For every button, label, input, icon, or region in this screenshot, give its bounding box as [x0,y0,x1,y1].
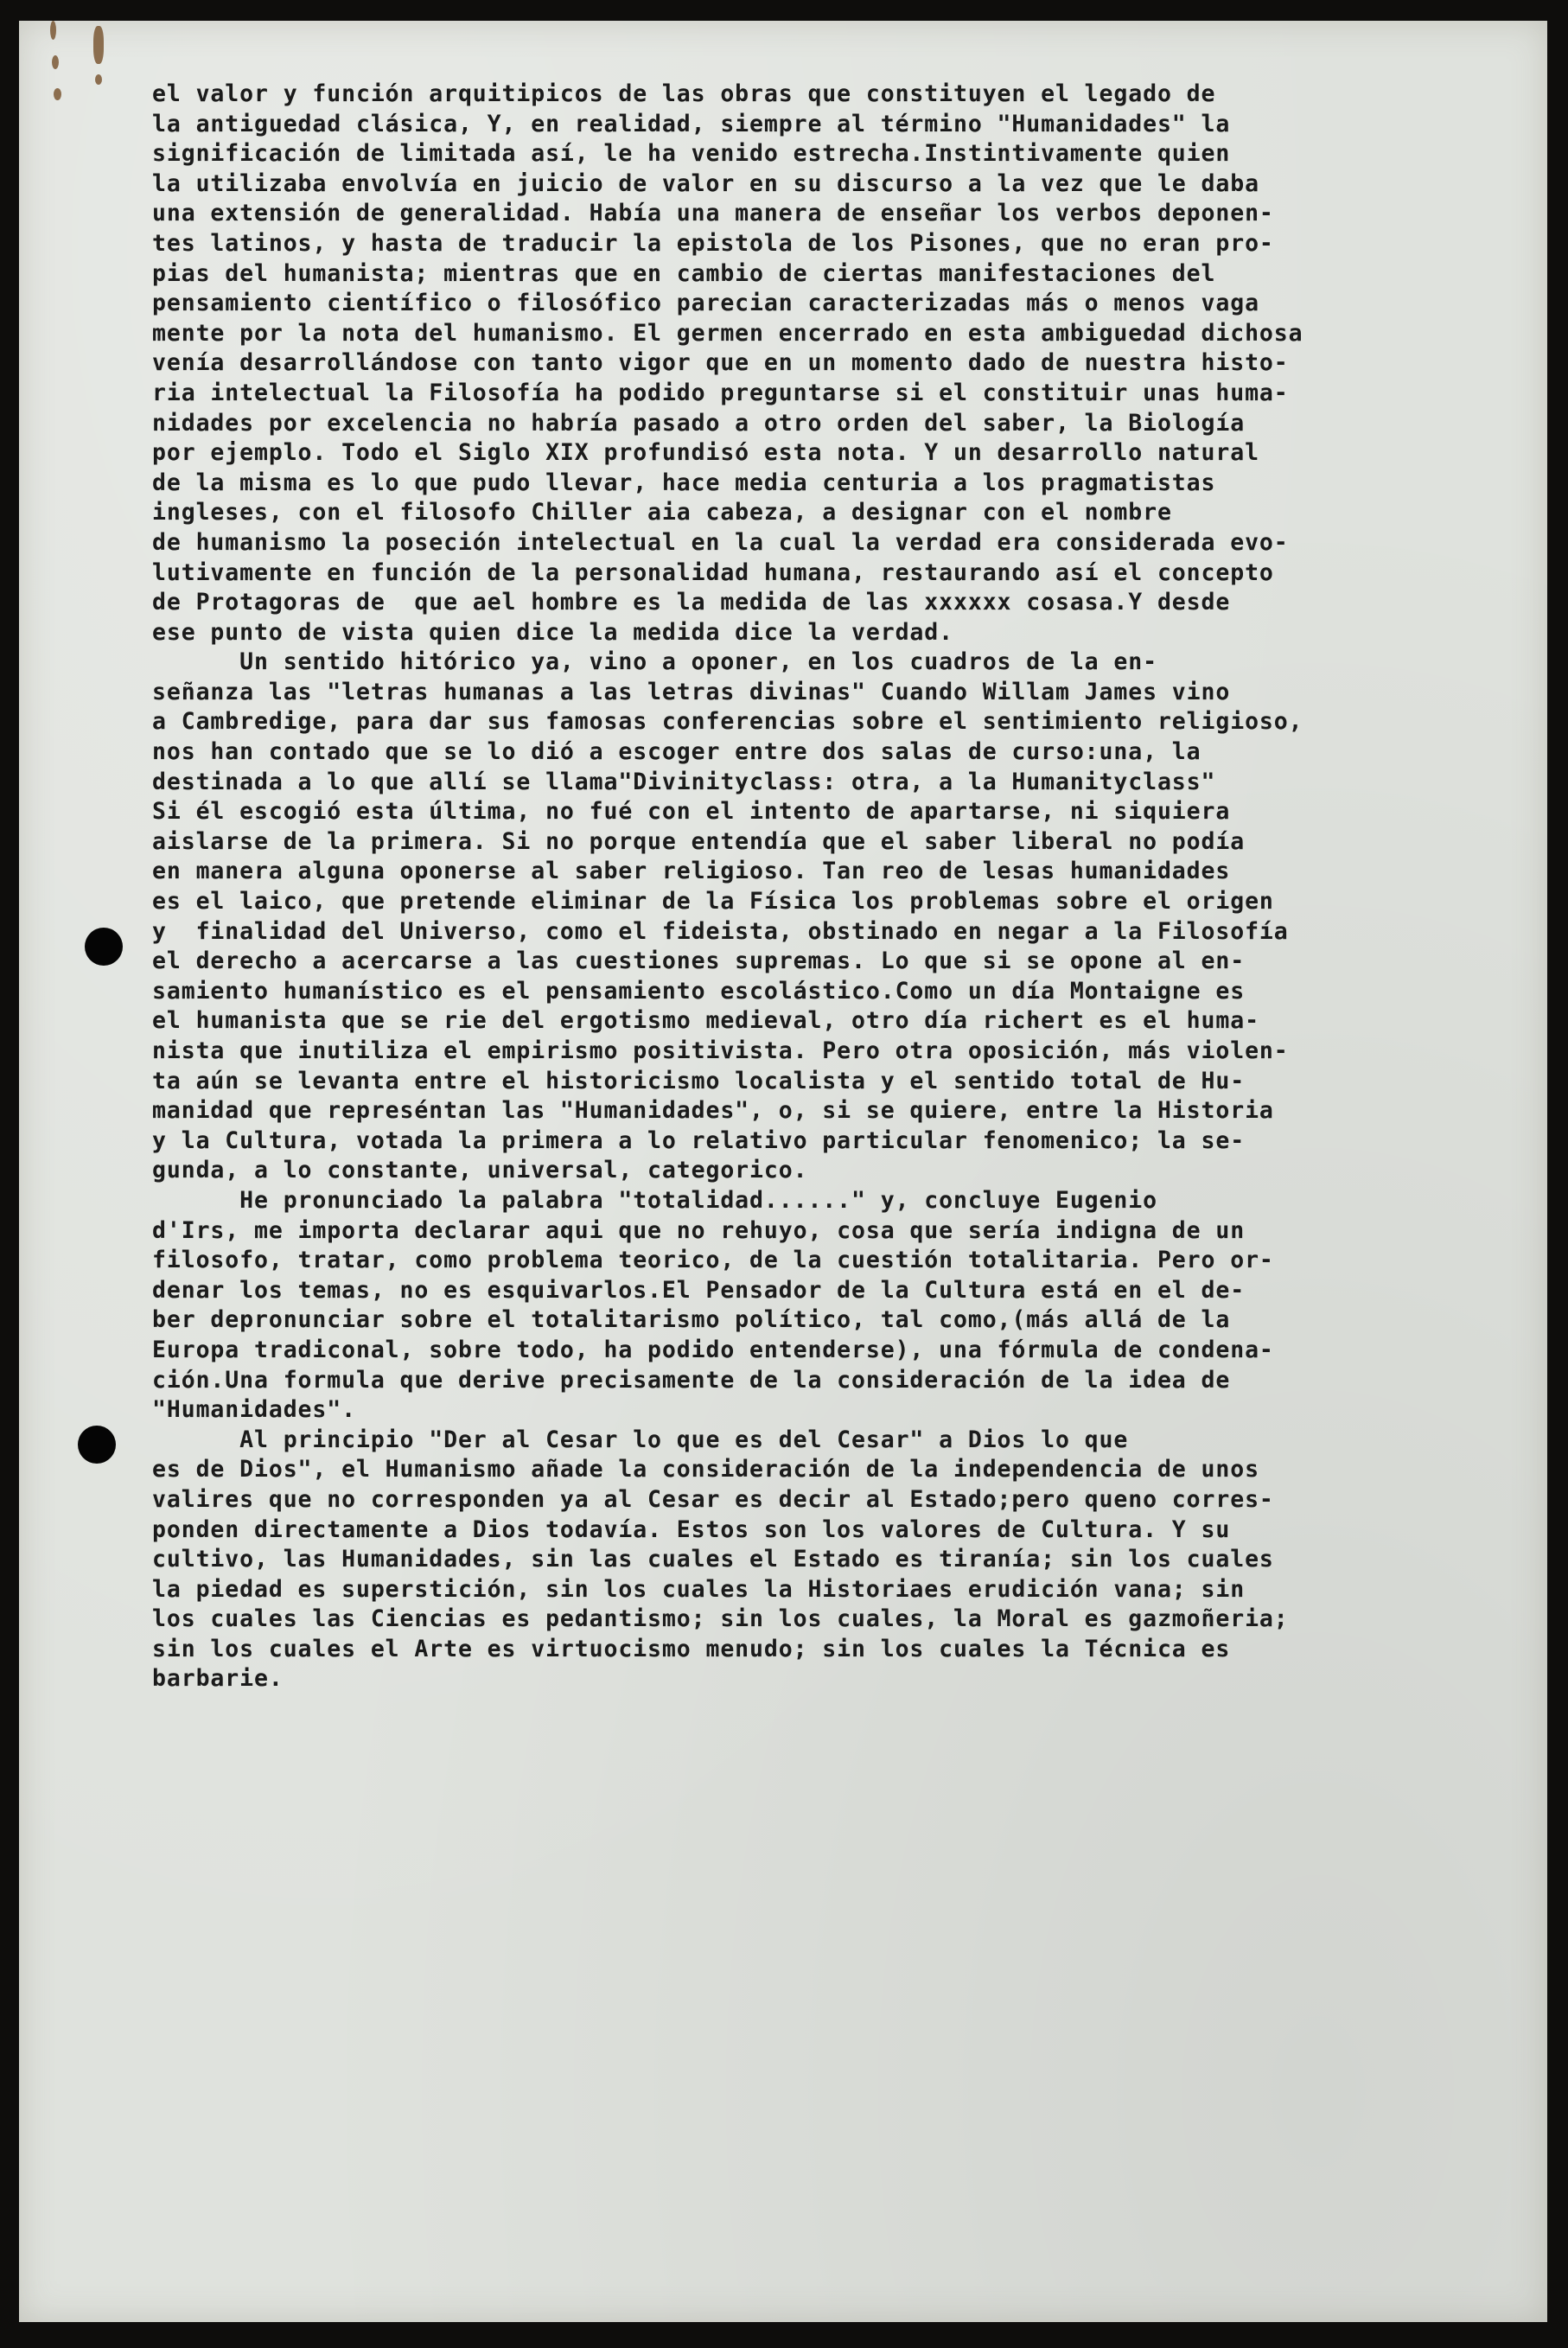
text-line: manidad que represéntan las "Humanidades", o, si se quiere, entre la Historia [152,1097,1274,1125]
text-line: barbarie. [152,1665,284,1693]
text-line: samiento humanístico es el pensamiento escolástico.Como un día Montaigne es [152,977,1246,1005]
text-line: venía desarrollándose con tanto vigor que en un momento dado de nuestra histo- [152,349,1289,377]
text-line: significación de limitada así, le ha venido estrecha.Instintivamente quien [152,140,1231,168]
text-line: cultivo, las Humanidades, sin las cuales el Estado es tiranía; sin los cuales [152,1546,1274,1573]
text-line: nista que inutiliza el empirismo positivista. Pero otra oposición, más violen- [152,1037,1289,1064]
paragraph [152,1186,1535,1426]
text-line: Europa tradiconal, sobre todo, ha podido entenderse), una fórmula de condena- [152,1336,1274,1363]
punch-hole-lower [78,1426,116,1464]
text-line: por ejemplo. Todo el Siglo XIX profundisó esta nota. Y un desarrollo natural [152,439,1259,467]
text-line: la piedad es superstición, sin los cuales la Historiaes erudición vana; sin [152,1575,1246,1603]
text-line: los cuales las Ciencias es pedantismo; sin los cuales, la Moral es gazmoñeria; [152,1605,1289,1633]
text-line: ber depronunciar sobre el totalitarismo político, tal como,(más allá de la [152,1306,1231,1334]
text-line: es el laico, que pretende eliminar de la Física los problemas sobre el origen [152,888,1274,916]
text-line: ponden directamente a Dios todavía. Estos son los valores de Cultura. Y su [152,1515,1231,1543]
text-line: ción.Una formula que derive precisamente de la consideración de la idea de [152,1366,1231,1394]
text-line: el humanista que se rie del ergotismo medieval, otro día richert es el huma- [152,1007,1259,1035]
text-line: el derecho a acercarse a las cuestiones supremas. Lo que si se opone al en- [152,947,1246,975]
text-line: denar los temas, no es esquivarlos.El Pensador de la Cultura está en el de- [152,1276,1246,1304]
text-line: lutivamente en función de la personalidad humana, restaurando así el concepto [152,558,1274,586]
text-line: valires que no corresponden ya al Cesar es decir al Estado;pero queno corres- [152,1485,1274,1513]
text-line: ingleses, con el filosofo Chiller aia cabeza, a designar con el nombre [152,499,1172,526]
text-line: de humanismo la poseción intelectual en la cual la verdad era considerada evo- [152,528,1289,556]
text-line: y la Cultura, votada la primera a lo relativo particular fenomenico; la se- [152,1126,1246,1154]
text-line: "Humanidades". [152,1396,356,1424]
text-line: Un sentido hitórico ya, vino a oponer, en los cuadros de la en- [152,648,1157,676]
punch-hole-upper [85,928,123,966]
ink-stain [50,21,56,40]
text-line: y finalidad del Universo, como el fideista, obstinado en negar a la Filosofía [152,917,1289,945]
text-line: aislarse de la primera. Si no porque entendía que el saber liberal no podía [152,827,1246,855]
text-line: a Cambredige, para dar sus famosas conferencias sobre el sentimiento religioso, [152,708,1303,736]
text-line: pias del humanista; mientras que en cambio de ciertas manifestaciones del [152,259,1216,287]
text-line: tes latinos, y hasta de traducir la epistola de los Pisones, que no eran pro- [152,229,1274,257]
text-line: filosofo, tratar, como problema teorico, de la cuestión totalitaria. Pero or- [152,1247,1274,1274]
text-line: en manera alguna oponerse al saber religioso. Tan reo de lesas humanidades [152,858,1231,885]
text-line: ria intelectual la Filosofía ha podido preguntarse si el constituir unas huma- [152,379,1289,406]
ink-stain [93,26,104,64]
ink-stain [95,74,102,85]
text-line: de Protagoras de que ael hombre es la medida de las xxxxxx cosasa.Y desde [152,589,1231,616]
text-line: señanza las "letras humanas a las letras divinas" Cuando Willam James vino [152,678,1231,705]
text-line: pensamiento científico o filosófico parecian caracterizadas más o menos vaga [152,290,1259,317]
text-line: ese punto de vista quien dice la medida dice la verdad. [152,618,953,646]
paragraph [152,80,1535,648]
text-line: mente por la nota del humanismo. El germen encerrado en esta ambiguedad dichosa [152,319,1303,347]
text-line: d'Irs, me importa declarar aqui que no rehuyo, cosa que sería indigna de un [152,1216,1246,1244]
text-line: el valor y función arquitipicos de las obras que constituyen el legado de [152,80,1216,107]
text-line: nidades por excelencia no habría pasado a otro orden del saber, la Biología [152,409,1246,437]
text-line: es de Dios", el Humanismo añade la consideración de la independencia de unos [152,1456,1259,1483]
text-line: ta aún se levanta entre el historicismo localista y el sentido total de Hu- [152,1067,1246,1094]
text-line: Al principio "Der al Cesar lo que es del Cesar" a Dios lo que [152,1426,1129,1453]
text-line: destinada a lo que allí se llama"Divinityclass: otra, a la Humanityclass" [152,768,1216,795]
paragraph [152,648,1535,1186]
text-line: la antiguedad clásica, Y, en realidad, siempre al término "Humanidades" la [152,110,1231,137]
text-line: nos han contado que se lo dió a escoger entre dos salas de curso:una, la [152,738,1201,766]
text-line: de la misma es lo que pudo llevar, hace media centuria a los pragmatistas [152,469,1216,496]
typewritten-text [152,80,1535,1694]
ink-stain [52,55,59,69]
text-line: gunda, a lo constante, universal, categorico. [152,1157,808,1184]
ink-stain [54,88,61,100]
text-line: He pronunciado la palabra "totalidad......" y, concluye Eugenio [152,1186,1157,1214]
text-line: Si él escogió esta última, no fué con el intento de apartarse, ni siquiera [152,798,1231,826]
text-line: sin los cuales el Arte es virtuocismo menudo; sin los cuales la Técnica es [152,1635,1231,1662]
text-line: una extensión de generalidad. Había una manera de enseñar los verbos deponen- [152,200,1274,227]
text-line: la utilizaba envolvía en juicio de valor en su discurso a la vez que le daba [152,169,1259,197]
paragraph [152,1426,1535,1694]
